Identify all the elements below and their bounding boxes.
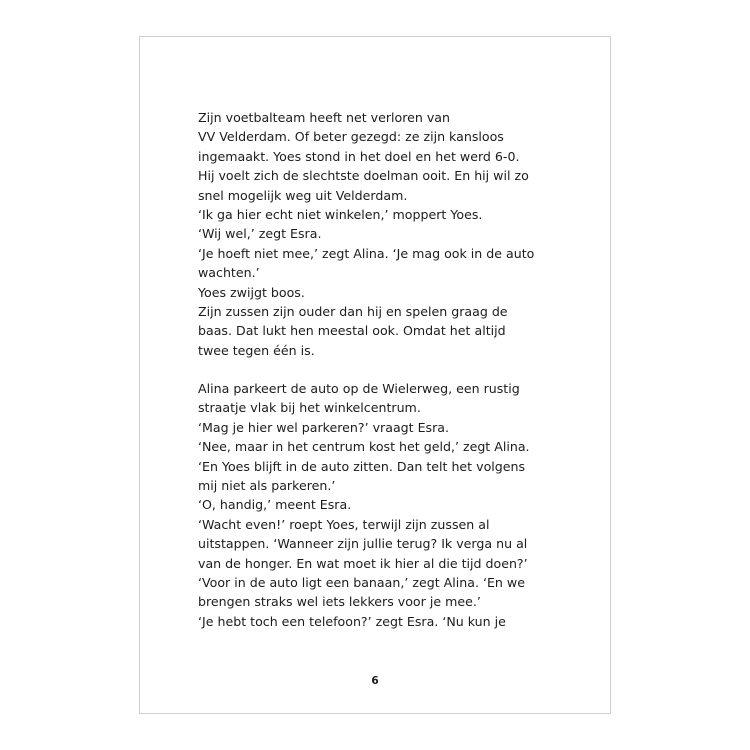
text-line: Yoes zwijgt boos. [198, 284, 305, 300]
text-line: straatje vlak bij het winkelcentrum. [198, 400, 421, 416]
text-line: Hij voelt zich de slechtste doelman ooit. En hij wil zo [198, 168, 529, 184]
text-line: baas. Dat lukt hen meestal ook. Omdat het altijd [198, 323, 506, 339]
text-line: snel mogelijk weg uit Velderdam. [198, 187, 408, 203]
text-line: ‘O, handig,’ meent Esra. [198, 497, 352, 513]
text-line: twee tegen één is. [198, 342, 315, 358]
text-line: VV Velderdam. Of beter gezegd: ze zijn kansloos [198, 129, 504, 145]
text-line: brengen straks wel iets lekkers voor je mee.’ [198, 594, 481, 610]
text-line: wachten.’ [198, 265, 260, 281]
text-line: ‘Voor in de auto ligt een banaan,’ zegt Alina. ‘En we [198, 575, 525, 591]
text-line: uitstappen. ‘Wanneer zijn jullie terug? Ik verga nu al [198, 536, 528, 552]
text-line: ingemaakt. Yoes stond in het doel en het werd 6-0. [198, 148, 520, 164]
text-line: ‘En Yoes blijft in de auto zitten. Dan telt het volgens [198, 458, 526, 474]
text-line: ‘Wacht even!’ roept Yoes, terwijl zijn zussen al [198, 516, 490, 532]
paragraph-1 [198, 108, 618, 360]
text-line: ‘Je hebt toch een telefoon?’ zegt Esra. ‘Nu kun je [198, 613, 506, 629]
page-number: 6 [371, 675, 379, 687]
text-line: Alina parkeert de auto op de Wielerweg, een rustig [198, 381, 520, 396]
text-line: ‘Je hoeft niet mee,’ zegt Alina. ‘Je mag ook in de auto [198, 245, 535, 261]
text-line: ‘Wij wel,’ zegt Esra. [198, 226, 322, 242]
paragraph-2 [198, 379, 618, 631]
text-line: Zijn voetbalteam heeft net verloren van [198, 110, 451, 125]
text-line: ‘Nee, maar in het centrum kost het geld,’ zegt Alina. [198, 439, 530, 455]
text-line: van de honger. En wat moet ik hier al die tijd doen?’ [198, 555, 528, 571]
text-line: Zijn zussen zijn ouder dan hij en spelen graag de [198, 304, 508, 320]
text-line: ‘Mag je hier wel parkeren?’ vraagt Esra. [198, 419, 450, 435]
text-line: ‘Ik ga hier echt niet winkelen,’ moppert Yoes. [198, 207, 483, 223]
book-page [139, 36, 611, 714]
text-line: mij niet als parkeren.’ [198, 478, 336, 494]
